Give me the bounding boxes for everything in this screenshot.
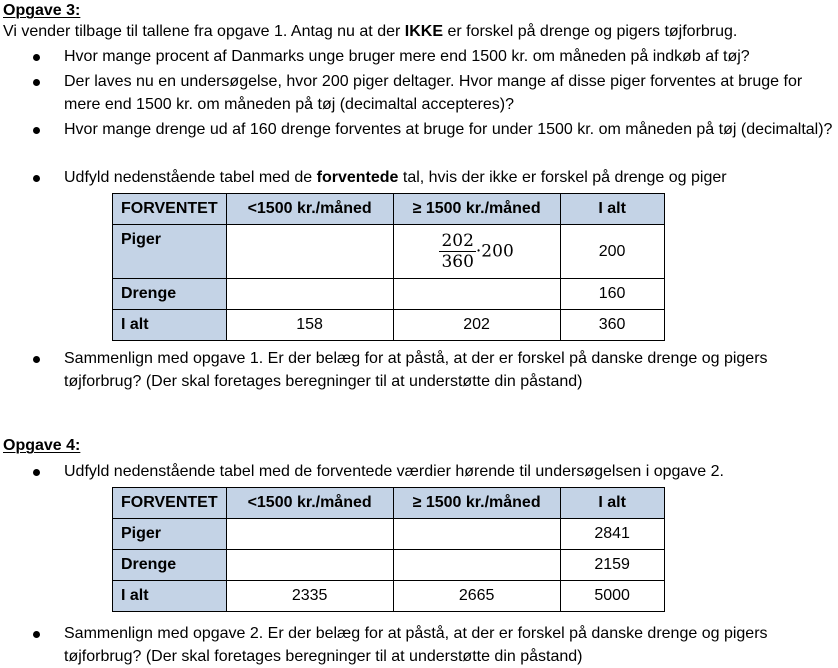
- table-cell: 158: [226, 310, 393, 341]
- table-cell: 2665: [393, 581, 560, 612]
- opgave3-bullet5: Sammenlign med opgave 1. Er der belæg for at påstå, at der er forskel på danske drenge og pigers tøjforbrug? (Der skal foretages beregninger til at understøtte din påstand): [64, 350, 768, 390]
- bullet-icon: [33, 356, 40, 363]
- row-label: Drenge: [113, 279, 227, 310]
- table-header: <1500 kr./måned: [226, 194, 393, 225]
- row-label: Drenge: [113, 550, 227, 581]
- opgave3-bullet4: Udfyld nedenstående tabel med de forventede tal, hvis der ikke er forskel på drenge og piger: [64, 169, 727, 186]
- opgave3-table: [112, 193, 665, 341]
- opgave3-bullet1: Hvor mange procent af Danmarks unge bruger mere end 1500 kr. om måneden på indkøb af tøj?: [64, 48, 750, 65]
- table-cell: 2159: [560, 550, 664, 581]
- table-header: FORVENTET: [113, 488, 227, 519]
- table-cell: [393, 519, 560, 550]
- table-cell: 200: [560, 225, 664, 279]
- bullet-icon: [33, 631, 40, 638]
- table-cell: [226, 519, 393, 550]
- table-cell: 5000: [560, 581, 664, 612]
- bullet-icon: [33, 79, 40, 86]
- bullet-icon: [33, 54, 40, 61]
- table-row: [113, 279, 665, 310]
- table-cell: 2335: [226, 581, 393, 612]
- table-row: [113, 225, 665, 279]
- table-row: [113, 519, 665, 550]
- opgave4-bullet2: Sammenlign med opgave 2. Er der belæg for at påstå, at der er forskel på danske drenge og pigers tøjforbrug? (Der skal foretages beregninger til at understøtte din påstand): [64, 625, 768, 665]
- table-header: <1500 kr./måned: [226, 488, 393, 519]
- row-label: I alt: [113, 310, 227, 341]
- table-cell: 160: [560, 279, 664, 310]
- bullet-icon: [33, 469, 40, 476]
- table-row: [113, 581, 665, 612]
- table-header: I alt: [560, 194, 664, 225]
- opgave4-heading: Opgave 4:: [3, 437, 81, 454]
- table-header: ≥ 1500 kr./måned: [393, 488, 560, 519]
- table-cell: [226, 225, 393, 279]
- table-cell: [393, 279, 560, 310]
- fraction: $\frac{202}{360}$: [441, 231, 474, 272]
- opgave4-table: [112, 487, 665, 612]
- row-label: Piger: [113, 519, 227, 550]
- bullet-icon: [33, 127, 40, 134]
- formula-cell: $\frac{202}{360}$ ·200: [393, 225, 560, 279]
- row-label: Piger: [113, 225, 227, 279]
- table-cell: [226, 279, 393, 310]
- table-cell: [226, 550, 393, 581]
- table-row: [113, 550, 665, 581]
- opgave3-bullet3: Hvor mange drenge ud af 160 drenge forventes at bruge for under 1500 kr. om måneden på tøj (decimaltal)?: [64, 121, 833, 138]
- opgave4-bullet1: Udfyld nedenstående tabel med de forventede værdier hørende til undersøgelsen i opgave 2.: [64, 463, 724, 480]
- table-cell: [393, 550, 560, 581]
- table-cell: 360: [560, 310, 664, 341]
- opgave3-intro: Vi vender tilbage til tallene fra opgave 1. Antag nu at der IKKE er forskel på drenge og pigers tøjforbrug.: [3, 23, 738, 40]
- table-row: [113, 310, 665, 341]
- table-header: FORVENTET: [113, 194, 227, 225]
- bullet-icon: [33, 175, 40, 182]
- table-header: ≥ 1500 kr./måned: [393, 194, 560, 225]
- opgave3-bullet2: Der laves nu en undersøgelse, hvor 200 piger deltager. Hvor mange af disse piger forventes at bruge for mere end 1500 kr. om måneden på tøj (decimaltal accepteres)?: [64, 73, 803, 113]
- table-header: I alt: [560, 488, 664, 519]
- table-cell: 2841: [560, 519, 664, 550]
- row-label: I alt: [113, 581, 227, 612]
- table-cell: 202: [393, 310, 560, 341]
- opgave3-heading: Opgave 3:: [3, 2, 81, 19]
